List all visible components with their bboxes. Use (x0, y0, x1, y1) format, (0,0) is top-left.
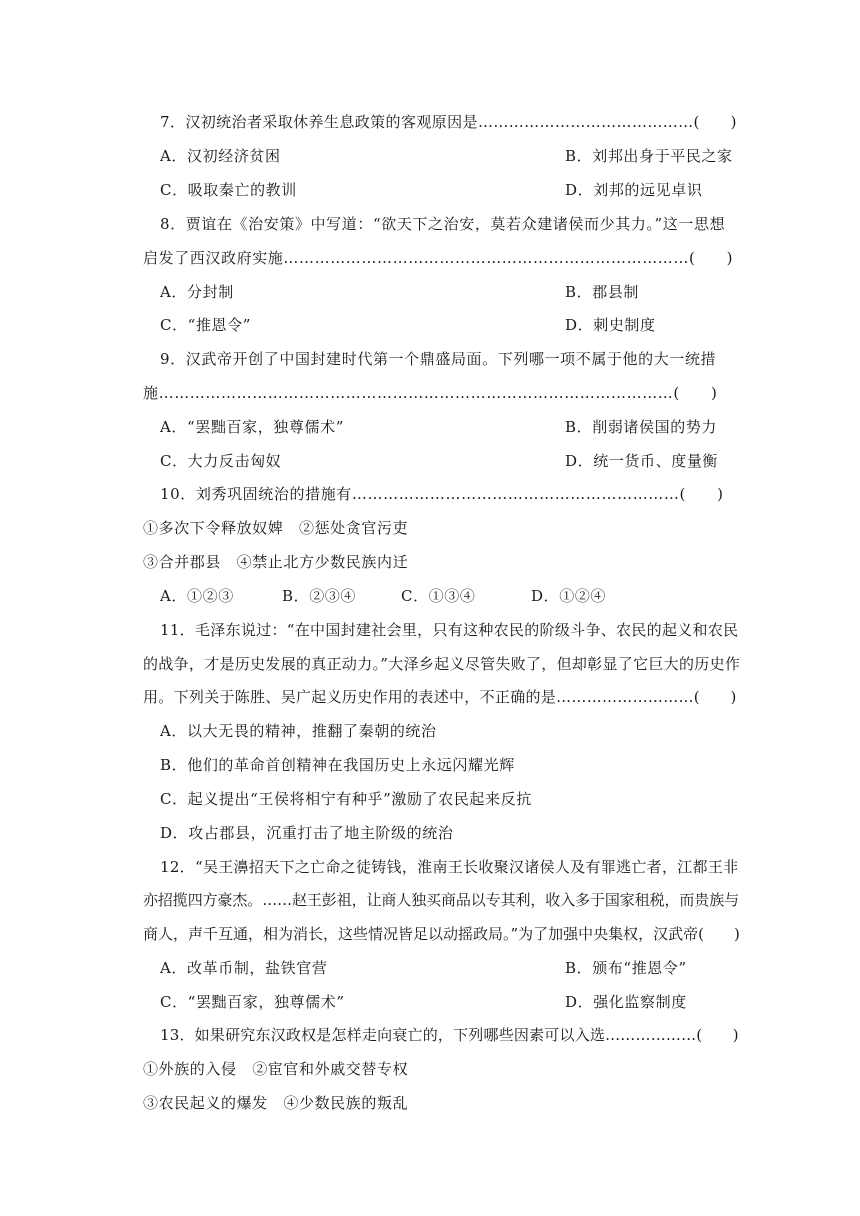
q8-option-d: D．刺史制度 (565, 316, 656, 334)
q11-stem-line1: 11．毛泽东说过：“在中国封建社会里，只有这种农民的阶级斗争、农民的起义和农民 (160, 621, 739, 639)
q10-stem: 10．刘秀巩固统治的措施有………………………………………………………( ) (160, 485, 724, 503)
q8-option-b: B．郡县制 (565, 283, 640, 301)
q9-option-a: A．“罢黜百家，独尊儒术” (160, 418, 344, 436)
q9-stem-line2: 施………………………………………………………………………………………( ) (143, 384, 718, 402)
q12-options-row1 (160, 958, 735, 978)
q8-options-row1 (160, 282, 735, 302)
q9-option-b: B．削弱诸侯国的势力 (565, 418, 718, 436)
q13-stem: 13．如果研究东汉政权是怎样走向衰亡的，下列哪些因素可以入选………………( ) (160, 1026, 739, 1044)
q12-stem-line2: 亦招揽四方豪杰。……赵王彭祖，让商人独买商品以专其利，收入多于国家租税，而贵族与 (143, 891, 740, 909)
q7-options-row1 (160, 146, 735, 166)
q8-stem-line1: 8．贾谊在《治安策》中写道：“欲天下之治安，莫若众建诸侯而少其力。”这一思想 (160, 215, 726, 233)
q12-option-a: A．改革币制，盐铁官营 (160, 959, 328, 977)
q12-stem-line3: 商人，声千互通，相为消长，这些情况皆足以动摇政局。”为了加强中央集权，汉武帝( ) (143, 925, 740, 943)
q8-option-c: C．“推恩令” (160, 316, 252, 334)
q10-option-a: A．①②③ (160, 587, 234, 605)
q12-option-d: D．强化监察制度 (565, 993, 687, 1011)
q9-options-row1 (160, 417, 735, 437)
q9-options-row2 (160, 451, 735, 471)
q12-option-c: C．“罢黜百家，独尊儒术” (160, 993, 345, 1011)
q7-option-a: A．汉初经济贫困 (160, 147, 281, 165)
q7-option-c: C．吸取秦亡的教训 (160, 181, 297, 199)
q7-option-d: D．刘邦的远见卓识 (565, 181, 703, 199)
q8-stem-line2: 启发了西汉政府实施……………………………………………………………………( ) (143, 249, 734, 267)
q10-option-c: C．①③④ (401, 587, 476, 605)
q11-option-c: C．起义提出“王侯将相宁有种乎”激励了农民起来反抗 (160, 790, 532, 808)
q12-stem-line1: 12．“吴王濞招天下之亡命之徒铸钱，淮南王长收聚汉诸侯人及有罪逃亡者，江都王非 (160, 858, 739, 876)
q9-option-d: D．统一货币、度量衡 (565, 452, 719, 470)
q10-item-line2: ③合并郡县 ④禁止北方少数民族内迁 (143, 553, 409, 571)
q8-options-row2 (160, 315, 735, 335)
q11-option-a: A．以大无畏的精神，推翻了秦朝的统治 (160, 722, 437, 740)
q10-option-d: D．①②④ (531, 587, 607, 605)
q11-option-b: B．他们的革命首创精神在我国历史上永远闪耀光辉 (160, 756, 515, 774)
q12-options-row2 (160, 992, 735, 1012)
q11-stem-line3: 用。下列关于陈胜、吴广起义历史作用的表述中，不正确的是………………………( ) (143, 688, 737, 706)
q11-option-d: D．攻占郡县，沉重打击了地主阶级的统治 (160, 824, 454, 842)
q7-options-row2 (160, 180, 735, 200)
q13-item-line1: ①外族的入侵 ②宦官和外戚交替专权 (143, 1060, 409, 1078)
q10-item-line1: ①多次下令释放奴婢 ②惩处贪官污吏 (143, 519, 409, 537)
q9-stem-line1: 9．汉武帝开创了中国封建时代第一个鼎盛局面。下列哪一项不属于他的大一统措 (160, 350, 717, 368)
q13-item-line2: ③农民起义的爆发 ④少数民族的叛乱 (143, 1094, 409, 1112)
q9-option-c: C．大力反击匈奴 (160, 452, 282, 470)
q8-option-a: A．分封制 (160, 283, 234, 301)
q12-option-b: B．颁布“推恩令” (565, 959, 687, 977)
q11-stem-line2: 的战争，才是历史发展的真正动力。”大泽乡起义尽管失败了，但却彰显了它巨大的历史作 (143, 655, 741, 673)
q7-stem: 7．汉初统治者采取休养生息政策的客观原因是……………………………………( ) (160, 113, 737, 131)
q7-option-b: B．刘邦出身于平民之家 (565, 147, 733, 165)
q10-option-b: B．②③④ (282, 587, 357, 605)
